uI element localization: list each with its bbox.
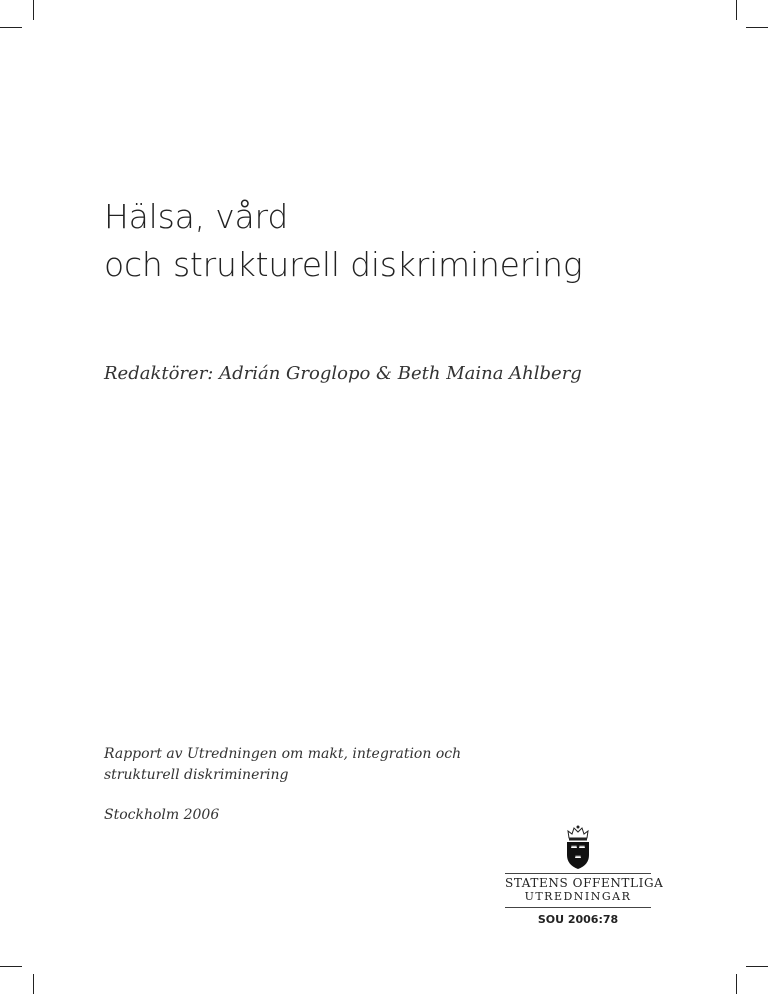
report-line-1: Rapport av Utredningen om makt, integration och xyxy=(104,746,462,762)
logo-rule-bottom xyxy=(505,907,651,908)
report-description xyxy=(104,744,461,786)
title-line-2: och strukturell diskriminering xyxy=(104,245,583,284)
place-year: Stockholm 2006 xyxy=(104,807,220,823)
editors-line: Redaktörer: Adrián Groglopo & Beth Maina Ahlberg xyxy=(104,363,582,384)
crop-mark-top-left-h xyxy=(0,27,22,28)
series-number: SOU 2006:78 xyxy=(537,913,619,926)
crop-mark-bottom-left-h xyxy=(0,966,22,967)
crop-mark-top-right-h xyxy=(746,27,768,28)
page-title xyxy=(104,193,582,289)
publisher-name-line-1: STATENS OFFENTLIGA xyxy=(505,876,664,890)
crop-mark-top-right-v xyxy=(736,0,737,20)
logo-rule-top xyxy=(505,873,651,874)
publisher-name-line-2: UTREDNINGAR xyxy=(524,890,632,903)
report-line-2: strukturell diskriminering xyxy=(104,767,289,783)
crop-mark-bottom-right-v xyxy=(736,974,737,994)
title-line-1: Hälsa, vård xyxy=(104,197,289,236)
crop-mark-bottom-right-h xyxy=(746,966,768,967)
crop-mark-bottom-left-v xyxy=(33,974,34,994)
crowned-shield-icon xyxy=(563,824,593,870)
publisher-logo xyxy=(505,824,664,908)
crop-mark-top-left-v xyxy=(33,0,34,20)
